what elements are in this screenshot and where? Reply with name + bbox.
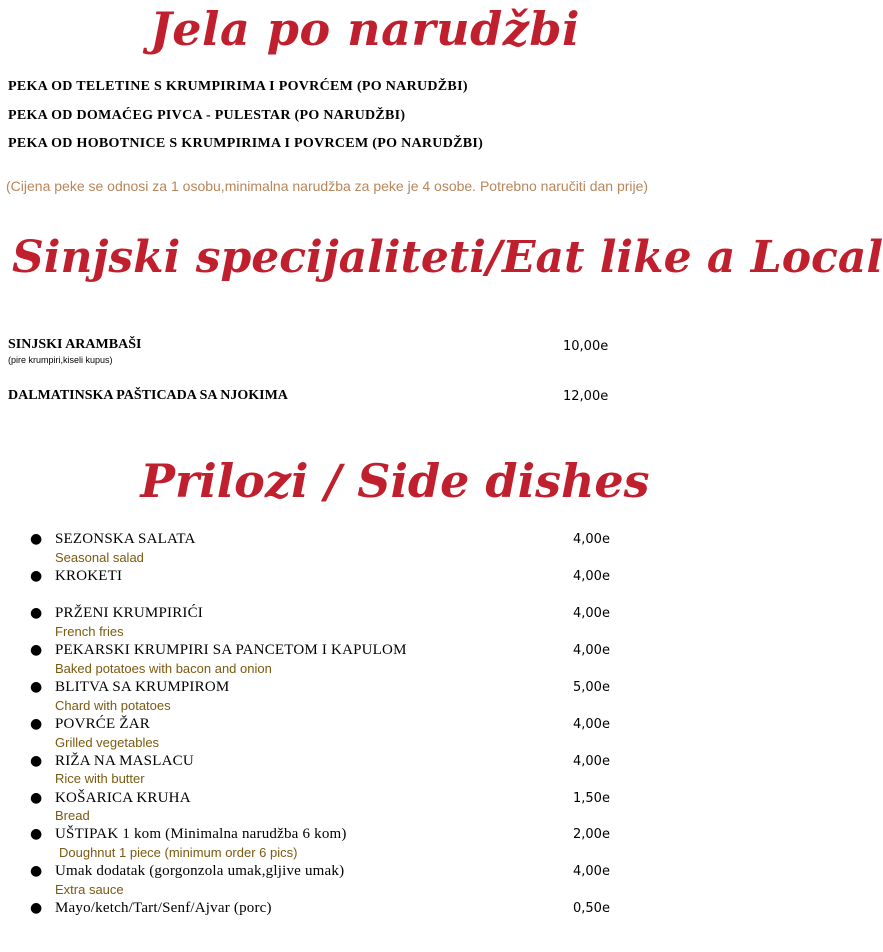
bullet-icon: ● (30, 642, 43, 658)
special-name: SINJSKI ARAMBAŠI (8, 337, 142, 352)
peka-item-teletina: PEKA OD TELETINE S KRUMPIRIMA I POVRĆEM (PO NARUDŽBI) (8, 79, 468, 94)
side-item-name: SEZONSKA SALATA (55, 531, 196, 547)
special-description: (pire krumpiri,kiseli kupus) (8, 355, 113, 365)
side-item (30, 605, 630, 625)
bullet-icon: ● (30, 900, 43, 916)
side-item-translation: Grilled vegetables (55, 735, 160, 750)
side-item-name: POVRĆE ŽAR (55, 716, 150, 732)
special-price: 10,00e (563, 339, 609, 354)
bullet-icon: ● (30, 826, 43, 842)
bullet-icon: ● (30, 679, 43, 695)
side-item-price: 4,00e (573, 754, 610, 769)
side-item-name: BLITVA SA KRUMPIROM (55, 679, 230, 695)
side-item-name: Mayo/ketch/Tart/Senf/Ajvar (porc) (55, 900, 272, 916)
bullet-icon: ● (30, 753, 43, 769)
side-item-price: 5,00e (573, 680, 610, 695)
side-item-translation: Extra sauce (55, 882, 124, 897)
side-item-translation: Doughnut 1 piece (minimum order 6 pics) (59, 845, 298, 860)
side-item (30, 790, 630, 810)
side-item (30, 531, 630, 551)
peka-item-pivac: PEKA OD DOMAĆEG PIVCA - PULESTAR (PO NARUDŽBI) (8, 108, 406, 123)
side-item-name: Umak dodatak (gorgonzola umak,gljive umak) (55, 863, 345, 879)
bullet-icon: ● (30, 605, 43, 621)
side-item-name: RIŽA NA MASLACU (55, 753, 194, 769)
section-title-peke: Jela po narudžbi (149, 2, 581, 56)
side-item-price: 4,00e (573, 532, 610, 547)
side-item-price: 4,00e (573, 643, 610, 658)
peke-note: (Cijena peke se odnosi za 1 osobu,minimalna narudžba za peke je 4 osobe. Potrebno naručiti dan prije) (6, 178, 649, 194)
side-item-name: PRŽENI KRUMPIRIĆI (55, 605, 203, 621)
section-title-specials: Sinjski specijaliteti/Eat like a Local (12, 232, 883, 283)
side-item (30, 679, 630, 699)
peka-item-hobotnica: PEKA OD HOBOTNICE S KRUMPIRIMA I POVRCEM (PO NARUDŽBI) (8, 136, 484, 151)
side-item-name: PEKARSKI KRUMPIRI SA PANCETOM I KAPULOM (55, 642, 407, 658)
side-item-name: UŠTIPAK 1 kom (Minimalna narudžba 6 kom) (55, 826, 347, 842)
side-item (30, 863, 630, 883)
side-item-translation: Baked potatoes with bacon and onion (55, 661, 272, 676)
side-item-translation: French fries (55, 624, 124, 639)
side-item-price: 4,00e (573, 717, 610, 732)
side-item-price: 4,00e (573, 569, 610, 584)
side-item (30, 826, 630, 846)
section-title-sides: Prilozi / Side dishes (140, 454, 650, 508)
side-item-price: 4,00e (573, 606, 610, 621)
side-item-price: 2,00e (573, 827, 610, 842)
side-item-translation: Bread (55, 808, 90, 823)
side-item (30, 568, 630, 588)
bullet-icon: ● (30, 531, 43, 547)
side-item-price: 0,50e (573, 901, 610, 916)
side-item-translation: Rice with butter (55, 771, 145, 786)
special-name: DALMATINSKA PAŠTICADA SA NJOKIMA (8, 388, 288, 403)
side-item-name: KROKETI (55, 568, 123, 584)
special-price: 12,00e (563, 389, 609, 404)
side-item-name: KOŠARICA KRUHA (55, 790, 191, 806)
side-item-price: 4,00e (573, 864, 610, 879)
bullet-icon: ● (30, 790, 43, 806)
bullet-icon: ● (30, 716, 43, 732)
bullet-icon: ● (30, 863, 43, 879)
side-item-translation: Chard with potatoes (55, 698, 171, 713)
side-item-price: 1,50e (573, 791, 610, 806)
side-item (30, 642, 630, 662)
side-item (30, 753, 630, 773)
side-item (30, 716, 630, 736)
side-item-translation: Seasonal salad (55, 550, 144, 565)
bullet-icon: ● (30, 568, 43, 584)
side-item (30, 900, 630, 920)
